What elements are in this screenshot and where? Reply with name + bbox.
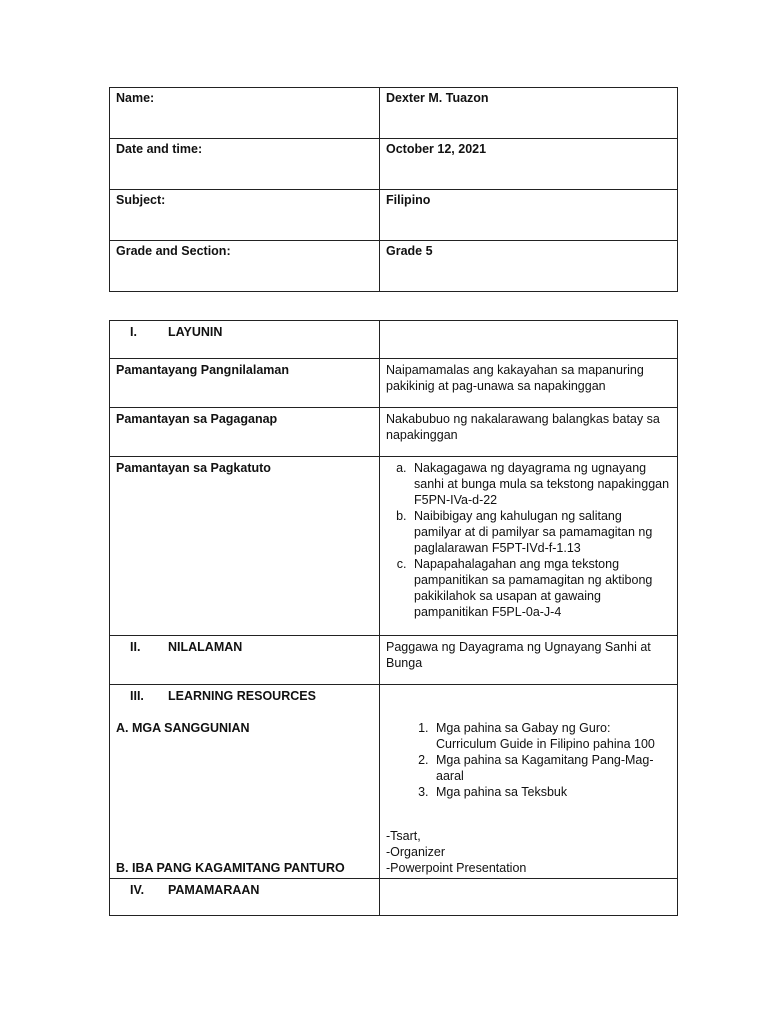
date-label: Date and time:	[110, 139, 380, 190]
grade-value: Grade 5	[380, 241, 678, 292]
table-row	[110, 685, 678, 879]
layunin-heading	[110, 321, 380, 359]
list-item: -Powerpoint Presentation	[386, 861, 527, 875]
nilalaman-value: Paggawa ng Dayagrama ng Ugnayang Sanhi at Bunga	[380, 636, 678, 685]
pagkatuto-list	[386, 460, 671, 620]
pamamaraan-heading	[110, 879, 380, 916]
list-item: -Tsart,	[386, 829, 421, 843]
resources-title-line	[116, 688, 373, 704]
section-title: LAYUNIN	[168, 325, 223, 339]
table-row	[110, 359, 678, 408]
name-label: Name:	[110, 88, 380, 139]
pagganap-label: Pamantayan sa Pagaganap	[110, 408, 380, 457]
roman-numeral: III.	[130, 689, 144, 703]
table-row	[110, 190, 678, 241]
subject-value: Filipino	[380, 190, 678, 241]
list-item: 3. Mga pahina sa Teksbuk	[432, 784, 671, 800]
table-row	[110, 879, 678, 916]
pangnilalaman-value: Naipamamalas ang kakayahan sa mapanuring pakikinig at pag-unawa sa napakinggan	[380, 359, 678, 408]
grade-label: Grade and Section:	[110, 241, 380, 292]
table-row	[110, 139, 678, 190]
name-value: Dexter M. Tuazon	[380, 88, 678, 139]
pangnilalaman-label: Pamantayang Pangnilalaman	[110, 359, 380, 408]
pagganap-value: Nakabubuo ng nakalarawang balangkas batay sa napakinggan	[380, 408, 678, 457]
section-title: LEARNING RESOURCES	[168, 689, 316, 703]
empty-cell	[380, 879, 678, 916]
list-item: 1. Mga pahina sa Gabay ng Guro: Curriculum Guide in Filipino pahina 100	[432, 720, 671, 752]
references-list	[386, 720, 671, 800]
table-row	[110, 636, 678, 685]
roman-numeral: I.	[130, 325, 137, 339]
resources-cell	[380, 685, 678, 879]
sanggunian-label: A. MGA SANGGUNIAN	[116, 721, 250, 735]
subject-label: Subject:	[110, 190, 380, 241]
table-row	[110, 408, 678, 457]
teacher-info-table	[109, 87, 678, 292]
table-row	[110, 321, 678, 359]
kagamitan-label: B. IBA PANG KAGAMITANG PANTURO	[116, 861, 345, 875]
roman-numeral: IV.	[130, 883, 145, 897]
list-item: 2. Mga pahina sa Kagamitang Pang-Mag-aaral	[432, 752, 671, 784]
pagkatuto-list-cell	[380, 457, 678, 636]
section-title: NILALAMAN	[168, 640, 243, 654]
table-row	[110, 457, 678, 636]
tools-list	[386, 828, 526, 876]
list-item: a. Nakagagawa ng dayagrama ng ugnayang sanhi at bunga mula sa tekstong napakinggan F5PN-IVa-d-22	[410, 460, 671, 508]
list-item: b. Naibibigay ang kahulugan ng salitang pamilyar at di pamilyar sa pamamagitan ng paglalarawan F5PT-IVd-f-1.13	[410, 508, 671, 556]
roman-numeral: II.	[130, 640, 141, 654]
pagkatuto-label: Pamantayan sa Pagkatuto	[110, 457, 380, 636]
section-title: PAMAMARAAN	[168, 883, 260, 897]
nilalaman-heading	[110, 636, 380, 685]
lesson-plan-table	[109, 320, 678, 916]
table-row	[110, 241, 678, 292]
list-item: -Organizer	[386, 845, 446, 859]
empty-cell	[380, 321, 678, 359]
list-item: c. Napapahalagahan ang mga tekstong pampanitikan sa pamamagitan ng aktibong pakikilahok sa usapan at gawaing pampanitikan F5PL-0a-J-4	[410, 556, 671, 620]
resources-heading	[110, 685, 380, 879]
table-row	[110, 88, 678, 139]
date-value: October 12, 2021	[380, 139, 678, 190]
